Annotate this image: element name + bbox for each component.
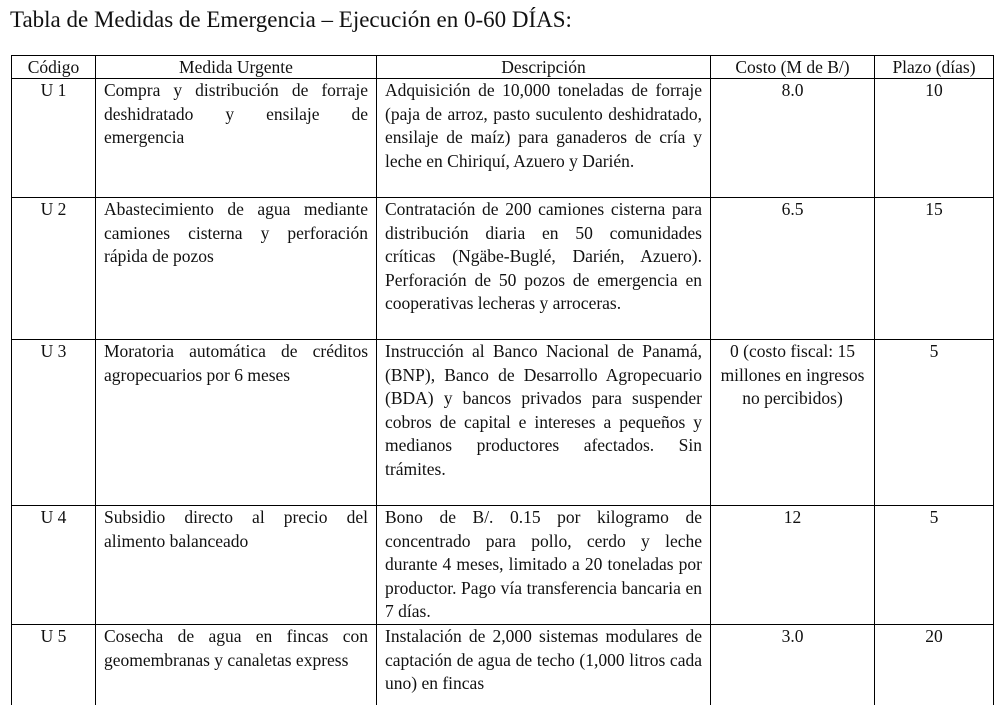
header-cost: Costo (M de B/) (711, 56, 875, 79)
row-term: 5 (875, 506, 994, 625)
row-cost: 12 (711, 506, 875, 625)
row-cost: 6.5 (711, 198, 875, 340)
table-row (12, 198, 994, 340)
row-measure: Cosecha de agua en fincas con geomembranas y canaletas express (96, 625, 377, 705)
header-measure: Medida Urgente (96, 56, 377, 79)
row-measure: Compra y distribución de forraje deshidratado y ensilaje de emergencia (96, 79, 377, 198)
emergency-measures-table (11, 55, 994, 705)
row-measure: Subsidio directo al precio del alimento balanceado (96, 506, 377, 625)
row-description: Contratación de 200 camiones cisterna para distribución diaria en 50 comunidades críticas (Ngäbe-Buglé, Darién, Azuero). Perforación de 50 pozos de emergencia en cooperativas lecheras y arroceras. (377, 198, 711, 340)
row-term: 5 (875, 340, 994, 506)
row-code: U 1 (12, 79, 96, 198)
row-description: Adquisición de 10,000 toneladas de forraje (paja de arroz, pasto suculento deshidratado, ensilaje de maíz) para ganaderos de cría y leche en Chiriquí, Azuero y Darién. (377, 79, 711, 198)
row-cost: 3.0 (711, 625, 875, 705)
row-term: 15 (875, 198, 994, 340)
row-code: U 5 (12, 625, 96, 705)
table-row (12, 625, 994, 705)
row-code: U 2 (12, 198, 96, 340)
table-row (12, 340, 994, 506)
row-code: U 3 (12, 340, 96, 506)
row-description: Bono de B/. 0.15 por kilogramo de concentrado para pollo, cerdo y leche durante 4 meses, limitado a 20 toneladas por productor. Pago vía transferencia bancaria en 7 días. (377, 506, 711, 625)
header-term: Plazo (días) (875, 56, 994, 79)
row-code: U 4 (12, 506, 96, 625)
row-cost: 8.0 (711, 79, 875, 198)
header-description: Descripción (377, 56, 711, 79)
row-measure: Moratoria automática de créditos agropecuarios por 6 meses (96, 340, 377, 506)
row-description: Instalación de 2,000 sistemas modulares de captación de agua de techo (1,000 litros cada uno) en fincas (377, 625, 711, 705)
row-description: Instrucción al Banco Nacional de Panamá, (BNP), Banco de Desarrollo Agropecuario (BDA) y bancos privados para suspender cobros de capital e intereses a pequeños y medianos productores afectados. Sin trámites. (377, 340, 711, 506)
table-row (12, 79, 994, 198)
table-header-row (12, 56, 994, 79)
page-title: Tabla de Medidas de Emergencia – Ejecución en 0-60 DÍAS: (10, 7, 572, 32)
header-code: Código (12, 56, 96, 79)
row-measure: Abastecimiento de agua mediante camiones cisterna y perforación rápida de pozos (96, 198, 377, 340)
row-term: 20 (875, 625, 994, 705)
row-cost: 0 (costo fiscal: 15 millones en ingresos no percibidos) (711, 340, 875, 506)
row-term: 10 (875, 79, 994, 198)
table-row (12, 506, 994, 625)
